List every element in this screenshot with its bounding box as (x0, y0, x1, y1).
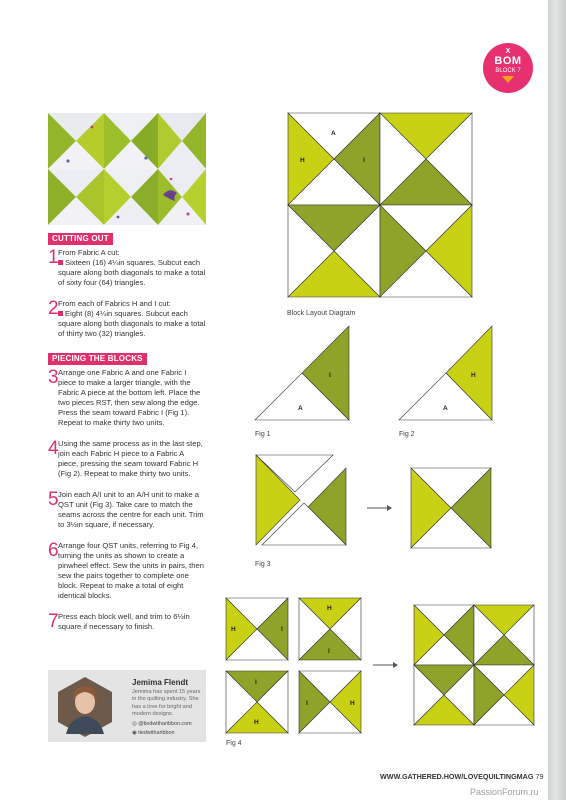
author-bio: Jemima has spent 15 years in the quilting industry. She has a love for bright and modern designs. (132, 689, 201, 718)
step-7 (48, 612, 206, 632)
label-h: H (350, 700, 355, 707)
bullet-square-icon (58, 311, 63, 316)
step-2 (48, 299, 206, 339)
step-2-intro: From each of Fabrics H and I cut: (58, 299, 171, 308)
step-5-text: Join each A/I unit to an A/H unit to make a QST unit (Fig 3). Take care to match the seams across the centre for each unit. Trim to 3½in square, if necessary. (58, 490, 204, 529)
cutting-out-heading: CUTTING OUT (48, 233, 113, 245)
caption-layout: Block Layout Diagram (287, 310, 356, 317)
watermark: PassionForum.ru (470, 787, 539, 797)
label-h: H (471, 372, 476, 379)
label-h: H (254, 719, 259, 726)
step-2-detail-text: Eight (8) 4¼in squares. Subcut each square along both diagonals to make a total of thirty two (32) triangles. (58, 309, 206, 338)
step-number: 3 (48, 367, 59, 388)
instagram-icon: ◎ (132, 721, 139, 727)
author-instagram[interactable]: ◎ @tiedwitharibbon.com (132, 721, 192, 727)
caption-fig1: Fig 1 (255, 431, 271, 438)
author-box (48, 670, 206, 742)
step-number: 7 (48, 611, 59, 632)
background-wood-strip (548, 0, 566, 800)
label-i: I (306, 700, 308, 707)
label-a: A (443, 405, 448, 412)
cutting-out-section (48, 233, 206, 339)
footer-url[interactable]: WWW.GATHERED.HOW/LOVEQUILTINGMAG (380, 772, 534, 781)
bullet-square-icon (58, 260, 63, 265)
page-footer (380, 772, 543, 781)
badge-arrow-icon (502, 76, 514, 83)
badge-block: BLOCK 7 (495, 68, 521, 74)
step-6 (48, 541, 206, 601)
label-i: I (255, 679, 257, 686)
label-h: H (300, 157, 305, 164)
label-a: A (298, 405, 303, 412)
step-4-text: Using the same process as in the last step, join each Fabric H piece to a Fabric A piece, pressing the seam toward Fabric H (Fig 2). Repeat to make thirty two units. (58, 439, 203, 478)
step-3-text: Arrange one Fabric A and one Fabric I piece to make a larger triangle, with the Fabric A piece at the bottom left. Place the two pieces RST, then sew along the edge. Press the seam toward Fabric I (Fig 1). Repeat to make thirty two units. (58, 368, 201, 427)
label-i: I (363, 157, 365, 164)
bom-badge (483, 43, 533, 93)
step-4 (48, 439, 206, 479)
step-2-detail (58, 309, 206, 339)
step-1-detail (58, 258, 206, 288)
arrow-right-icon (367, 505, 392, 511)
label-i: I (329, 372, 331, 379)
step-1-detail-text: Sixteen (16) 4¼in squares. Subcut each square along both diagonals to make a total of sixty four (64) triangles. (58, 258, 206, 287)
step-number: 5 (48, 489, 59, 510)
step-number: 6 (48, 540, 59, 561)
step-5 (48, 490, 206, 530)
step-number: 2 (48, 298, 59, 319)
author-name: Jemima Flendt (132, 678, 189, 687)
piecing-heading: PIECING THE BLOCKS (48, 353, 147, 365)
step-7-text: Press each block well, and trim to 6½in square if necessary to finish. (58, 612, 190, 631)
label-a: A (331, 130, 336, 137)
page-number: 79 (535, 772, 544, 781)
globe-icon: ◉ (132, 730, 139, 736)
step-number: 4 (48, 438, 59, 459)
badge-x: X (505, 48, 511, 55)
block-photo (48, 113, 206, 225)
caption-fig3: Fig 3 (255, 561, 271, 568)
step-3 (48, 368, 206, 428)
step-6-text: Arrange four QST units, referring to Fig 4, turning the units as shown to create a pinwheel effect. Sew the units in pairs, then sew the pairs together to complete one block. Repeat to make a total of eight identical blocks. (58, 541, 204, 600)
badge-bom: BOM (494, 55, 522, 67)
author-website[interactable]: ◉ tiedwitharibbon (132, 730, 175, 736)
label-i: I (281, 626, 283, 633)
label-h: H (231, 626, 236, 633)
arrow-right-icon (373, 662, 398, 668)
author-avatar (56, 676, 114, 738)
step-1-intro: From Fabric A cut: (58, 248, 120, 257)
step-1 (48, 248, 206, 288)
label-i: I (328, 648, 330, 655)
piecing-section (48, 353, 206, 632)
step-number: 1 (48, 247, 59, 268)
label-h: H (327, 605, 332, 612)
diagram-area (220, 100, 540, 760)
caption-fig2: Fig 2 (399, 431, 415, 438)
caption-fig4: Fig 4 (226, 740, 242, 747)
